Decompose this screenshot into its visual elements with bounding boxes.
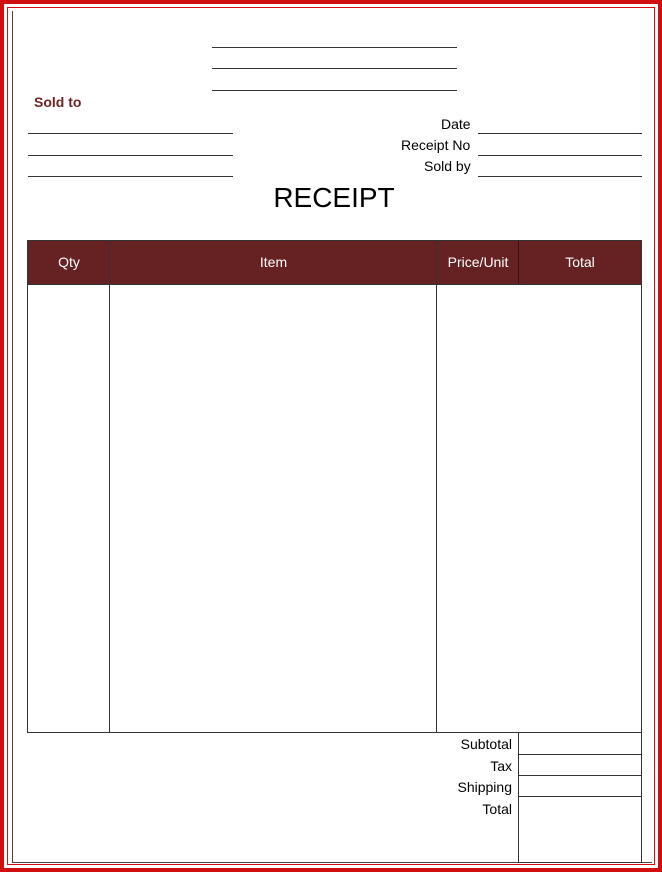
column-divider-1 (109, 241, 110, 732)
company-line-2[interactable] (212, 68, 457, 69)
header-price-unit: Price/Unit (447, 254, 509, 270)
sold-to-line-3[interactable] (28, 176, 233, 177)
subtotal-label: Subtotal (460, 736, 512, 752)
sold-to-line-2[interactable] (28, 155, 233, 156)
sold-to-label: Sold to (34, 94, 82, 110)
sold-by-label: Sold by (424, 158, 471, 174)
column-divider-3 (518, 241, 519, 284)
total-label: Total (482, 801, 512, 817)
company-line-3[interactable] (212, 90, 457, 91)
header-qty: Qty (58, 254, 80, 270)
header-total: Total (565, 254, 595, 270)
items-table (27, 240, 642, 733)
subtotal-field[interactable] (518, 732, 642, 755)
receipt-no-field[interactable] (478, 155, 642, 156)
sold-by-field[interactable] (478, 176, 642, 177)
tax-label: Tax (490, 758, 512, 774)
total-field[interactable] (518, 796, 642, 863)
shipping-label: Shipping (457, 779, 512, 795)
page-title: RECEIPT (273, 182, 395, 213)
column-divider-2 (436, 241, 437, 732)
table-header (28, 241, 641, 285)
company-line-1[interactable] (212, 47, 457, 48)
shipping-field[interactable] (518, 775, 642, 797)
date-label: Date (441, 116, 471, 132)
header-item: Item (259, 254, 288, 270)
date-field[interactable] (478, 133, 642, 134)
tax-field[interactable] (518, 754, 642, 776)
sold-to-line-1[interactable] (28, 133, 233, 134)
receipt-no-label: Receipt No (401, 137, 471, 153)
